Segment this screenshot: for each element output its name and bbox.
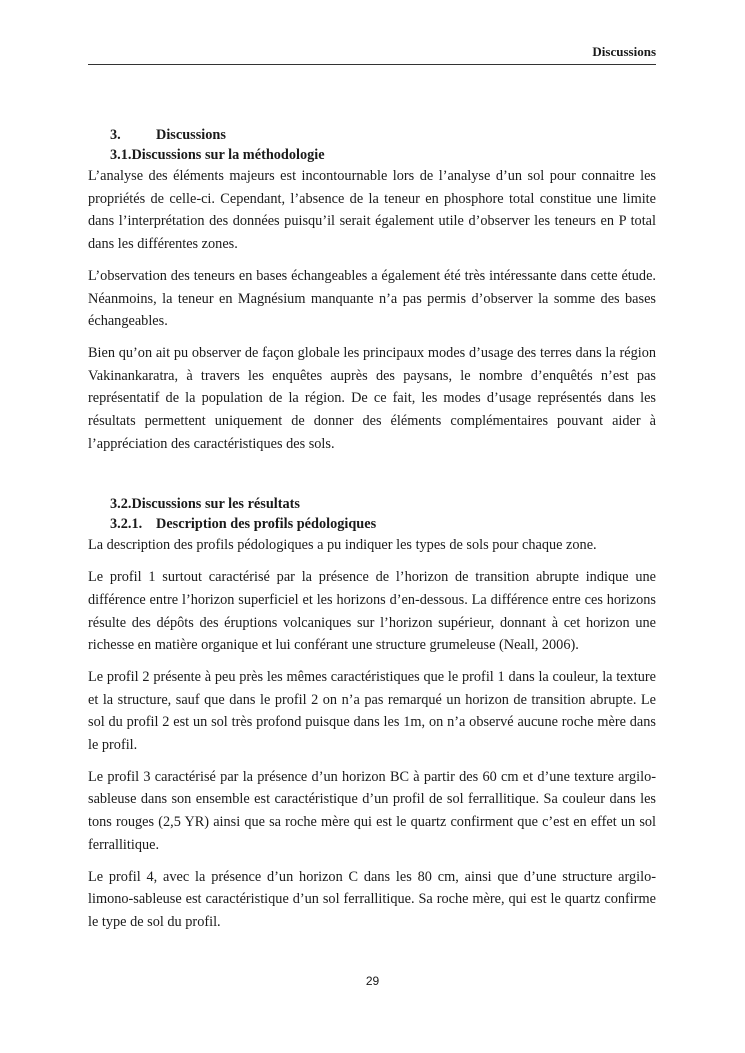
section-3-number: 3. xyxy=(110,127,121,143)
section-3-1-heading: 3.1.Discussions sur la méthodologie xyxy=(110,147,325,163)
section-3-title: Discussions xyxy=(156,127,226,143)
paragraph: Le profil 4, avec la présence d’un horizon C dans les 80 cm, ainsi que d’une structure argilo-limono-sableuse est caractéristique d’un sol ferrallitique. Sa roche mère, qui est le quartz confirme le type de sol du profil. xyxy=(88,868,656,930)
paragraph: L’observation des teneurs en bases échangeables a également été très intéressante dans cette étude. Néanmoins, la teneur en Magnésium manquante n’a pas permis d’observer la somme des bases échangeables. xyxy=(88,267,656,330)
section-3-heading xyxy=(110,125,656,145)
header-title: Discussions xyxy=(592,44,656,59)
section-3-2-1-title: Description des profils pédologiques xyxy=(156,516,377,533)
paragraph: L’analyse des éléments majeurs est incontournable lors de l’analyse d’un sol pour connaitre les propriétés de celle-ci. Cependant, l’absence de la teneur en phosphore total constitue une limite dans l’interprétation des données puisqu’il serait également utile d’observer les teneurs en P total dans les différentes zones. xyxy=(88,168,656,253)
section-3-2-1-number: 3.2.1. xyxy=(110,516,143,533)
paragraph: La description des profils pédologiques a pu indiquer les types de sols pour chaque zone. xyxy=(88,537,597,554)
section-3-2-1-heading xyxy=(110,514,656,534)
page-header xyxy=(88,40,656,65)
document-body xyxy=(88,125,656,943)
paragraph: Bien qu’on ait pu observer de façon globale les principaux modes d’usage des terres dans la région Vakinankaratra, à travers les enquêtes auprès des paysans, le nombre d’enquêtés n’est pas représentatif de la population de la région. De ce fait, les modes d’usage représentés dans les résultats permettent uniquement de donner des éléments complémentaires pouvant aider à l’appréciation des caractéristiques des sols. xyxy=(88,344,656,452)
section-3-2-heading: 3.2.Discussions sur les résultats xyxy=(110,496,300,513)
section-gap xyxy=(88,464,656,494)
paragraph: Le profil 3 caractérisé par la présence d’un horizon BC à partir des 60 cm et d’une texture argilo-sableuse dans son ensemble est caractéristique d’un profil de sol ferrallitique. Sa couleur dans les tons rouges (2,5 YR) ainsi que sa roche mère qui est le quartz confirment que c’est en effet un sol ferrallitique. xyxy=(88,768,656,853)
paragraph: Le profil 1 surtout caractérisé par la présence de l’horizon de transition abrupte indique une différence entre l’horizon superficiel et les horizons d’en-dessous. La différence entre ces horizons résulte des dépôts des éruptions volcaniques sur l’horizon supérieur, donnant à cet horizon une richesse en matière organique et lui conférant une structure grumeleuse (Neall, 2006). xyxy=(88,569,656,654)
paragraph: Le profil 2 présente à peu près les mêmes caractéristiques que le profil 1 dans la couleur, la texture et la structure, sauf que dans le profil 2 on n’a pas remarqué un horizon de transition abrupte. Le sol du profil 2 est un sol très profond puisque dans les 1m, on n’a observé aucune roche mère dans le profil. xyxy=(88,668,656,754)
page-number: 29 xyxy=(365,974,380,988)
